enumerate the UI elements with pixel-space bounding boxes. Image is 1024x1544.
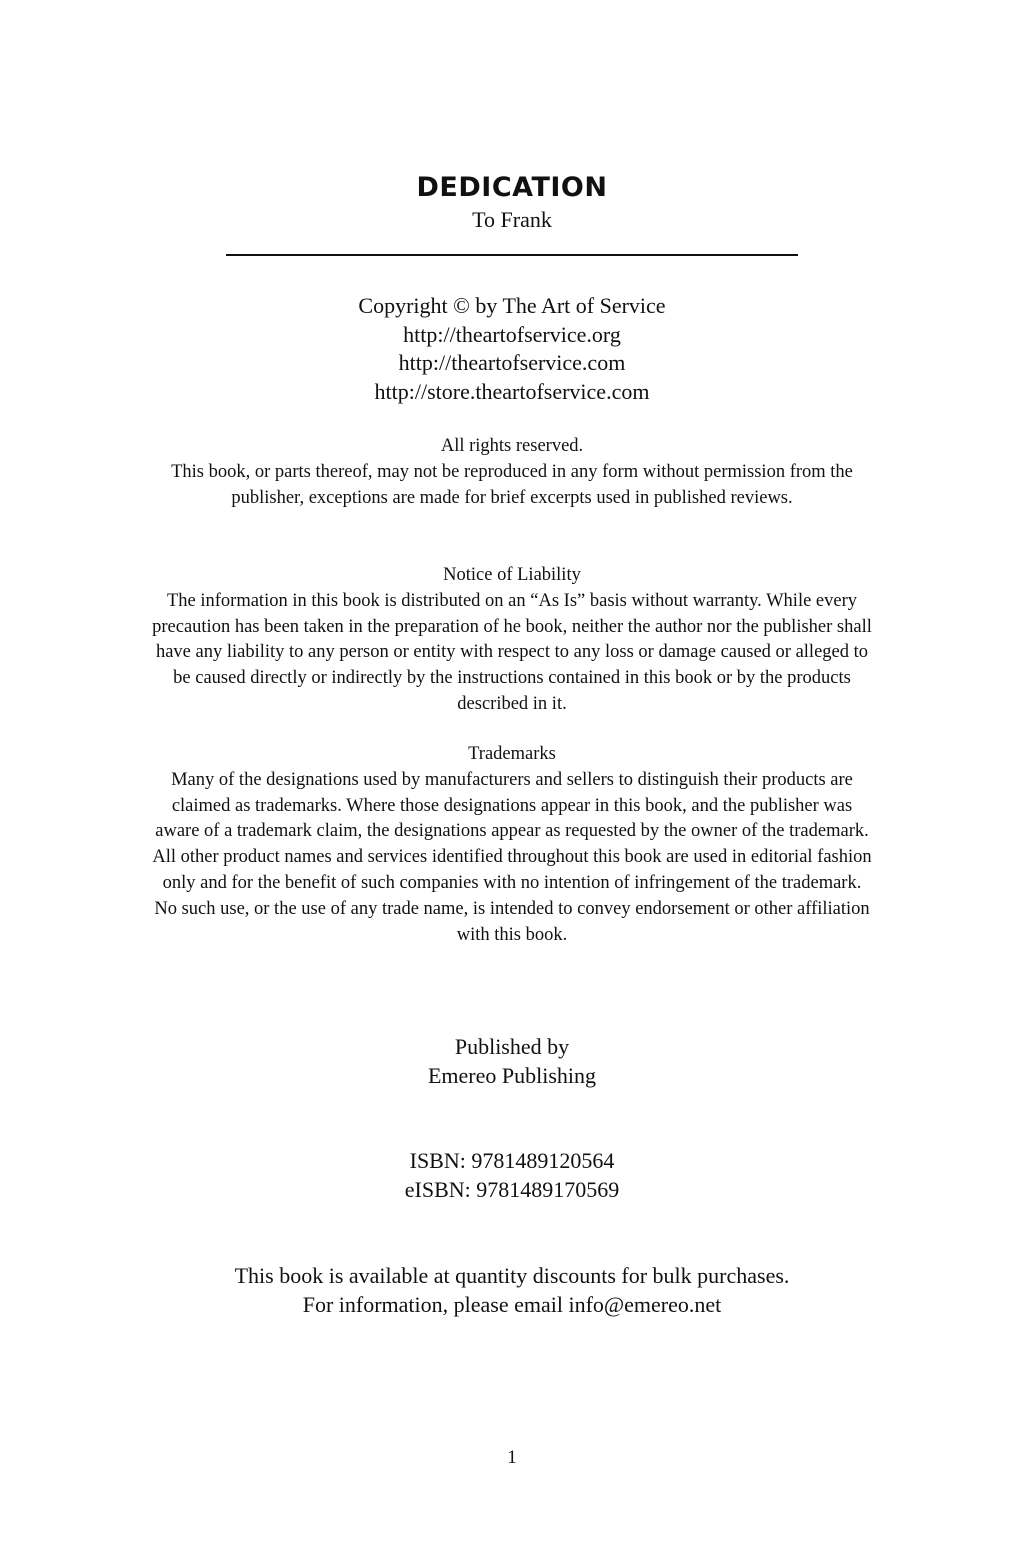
copyright-line: Copyright © by The Art of Service — [358, 293, 666, 318]
url-org[interactable]: http://theartofservice.org — [403, 321, 621, 347]
isbn-block — [0, 1146, 1024, 1204]
bulk-purchase-block — [0, 1261, 1024, 1319]
url-store[interactable]: http://store.theartofservice.com — [374, 378, 650, 404]
liability-body: The information in this book is distributed on an “As Is” basis without warranty. While every precaution has been taken in the preparation of he book, neither the author nor the publisher shall have any liability to any person or entity with respect to any loss or damage caused or alleged to be caused directly or indirectly by the instructions contained in this book or by the products described in it. — [152, 590, 872, 714]
bulk-line-2: For information, please email info@emereo.net — [302, 1292, 722, 1317]
liability-heading: Notice of Liability — [443, 565, 581, 585]
rights-body: This book, or parts thereof, may not be reproduced in any form without permission from the publisher, exceptions are made for brief excerpts used in published reviews. — [171, 461, 853, 508]
dedication-heading: DEDICATION — [416, 172, 608, 203]
isbn-ebook: eISBN: 9781489170569 — [404, 1177, 620, 1202]
rights-section — [150, 434, 874, 511]
trademarks-body: Many of the designations used by manufacturers and sellers to distinguish their products are claimed as trademarks. Where those designations appear in this book, and the publisher was aware of a trademark claim, the designations appear as requested by the owner of the trademark. All other product names and services identified throughout this book are used in editorial fashion only and for the benefit of such companies with no intention of infringement of the trademark. No such use, or the use of any trade name, is intended to convey endorsement or other affiliation with this book. — [152, 769, 872, 945]
url-com[interactable]: http://theartofservice.com — [398, 350, 626, 375]
publisher-block — [0, 1032, 1024, 1090]
dedication-recipient: To Frank — [472, 207, 552, 232]
publisher-name: Emereo Publishing — [427, 1063, 597, 1088]
trademarks-heading: Trademarks — [468, 744, 556, 764]
rights-heading: All rights reserved. — [440, 436, 584, 456]
liability-section — [150, 563, 874, 718]
isbn-print: ISBN: 9781489120564 — [409, 1148, 615, 1173]
divider-line — [226, 254, 798, 256]
bulk-line-1: This book is available at quantity discounts for bulk purchases. — [234, 1263, 790, 1288]
page-number: 1 — [507, 1447, 517, 1468]
publisher-label: Published by — [454, 1034, 570, 1059]
copyright-block — [0, 292, 1024, 406]
trademarks-section — [150, 742, 874, 948]
